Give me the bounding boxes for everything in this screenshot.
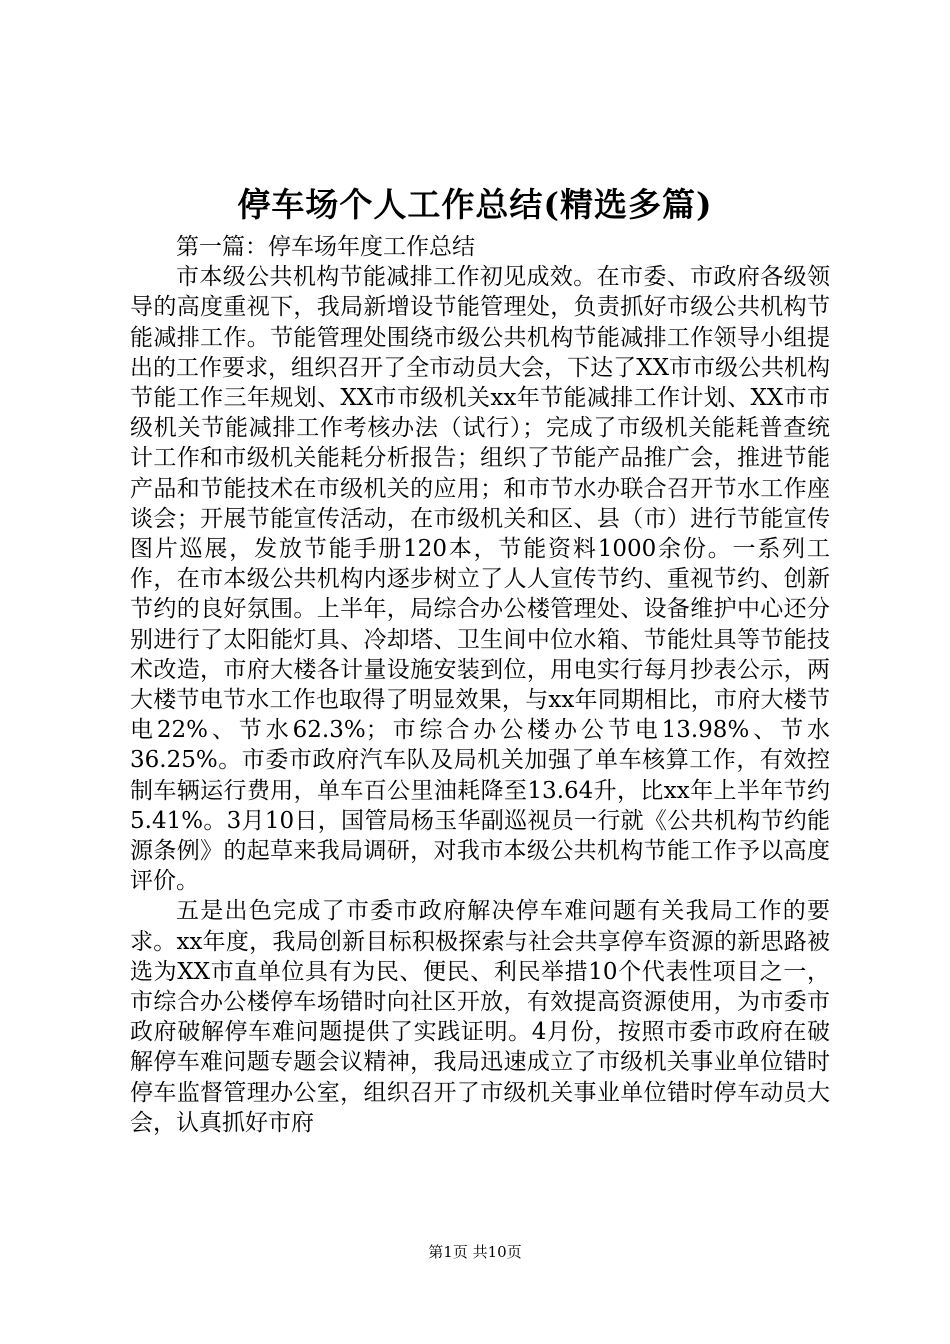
document-title: 停车场个人工作总结(精选多篇) [237,185,713,224]
section-heading: 第一篇：停车场年度工作总结 [176,234,475,260]
paragraph: 五是出色完成了市委市政府解决停车难问题有关我局工作的要求。xx年度，我局创新目标积极探索与社会共享停车资源的新思路被选为XX市直单位具有为民、便民、利民举措10个代表性项目之一，市综合办公楼停车场错时向社区开放，有效提高资源使用，为市委市政府破解停车难问题提供了实践证明。4月份，按照市委市政府在破解停车难问题专题会议精神，我局迅速成立了市级机关事业单位错时停车监督管理办公室，组织召开了市级机关事业单位错时停车动员大会，认真抓好市府 [130,898,830,1136]
page-number-footer: 第1页 共10页 [428,1243,522,1261]
paragraph: 市本级公共机构节能减排工作初见成效。在市委、市政府各级领导的高度重视下，我局新增设节能管理处，负责抓好市级公共机构节能减排工作。节能管理处围绕市级公共机构节能减排工作领导小组提出的工作要求，组织召开了全市动员大会，下达了XX市市级公共机构节能工作三年规划、XX市市级机关xx年节能减排工作计划、XX市市级机关节能减排工作考核办法（试行）；完成了市级机关能耗普查统计工作和市级机关能耗分析报告；组织了节能产品推广会，推进节能产品和节能技术在市级机关的应用；和市节水办联合召开节水工作座谈会；开展节能宣传活动，在市级机关和区、县（市）进行节能宣传图片巡展，发放节能手册120本，节能资料1000余份。一系列工作，在市本级公共机构内逐步树立了人人宣传节约、重视节约、创新节约的良好氛围。上半年，局综合办公楼管理处、设备维护中心还分别进行了太阳能灯具、冷却塔、卫生间中位水箱、节能灶具等节能技术改造，市府大楼各计量设施安装到位，用电实行每月抄表公示，两大楼节电节水工作也取得了明显效果，与xx年同期相比，市府大楼节电22%、节水62.3%；市综合办公楼办公节电13.98%、节水36.25%。市委市政府汽车队及局机关加强了单车核算工作，有效控制车辆运行费用，单车百公里油耗降至13.64升，比xx年上半年节约5.41%。3月10日，国管局杨玉华副巡视员一行就《公共机构节约能源条例》的起草来我局调研，对我市本级公共机构节能工作予以高度评价。 [130,264,830,895]
document-body [130,232,830,1138]
